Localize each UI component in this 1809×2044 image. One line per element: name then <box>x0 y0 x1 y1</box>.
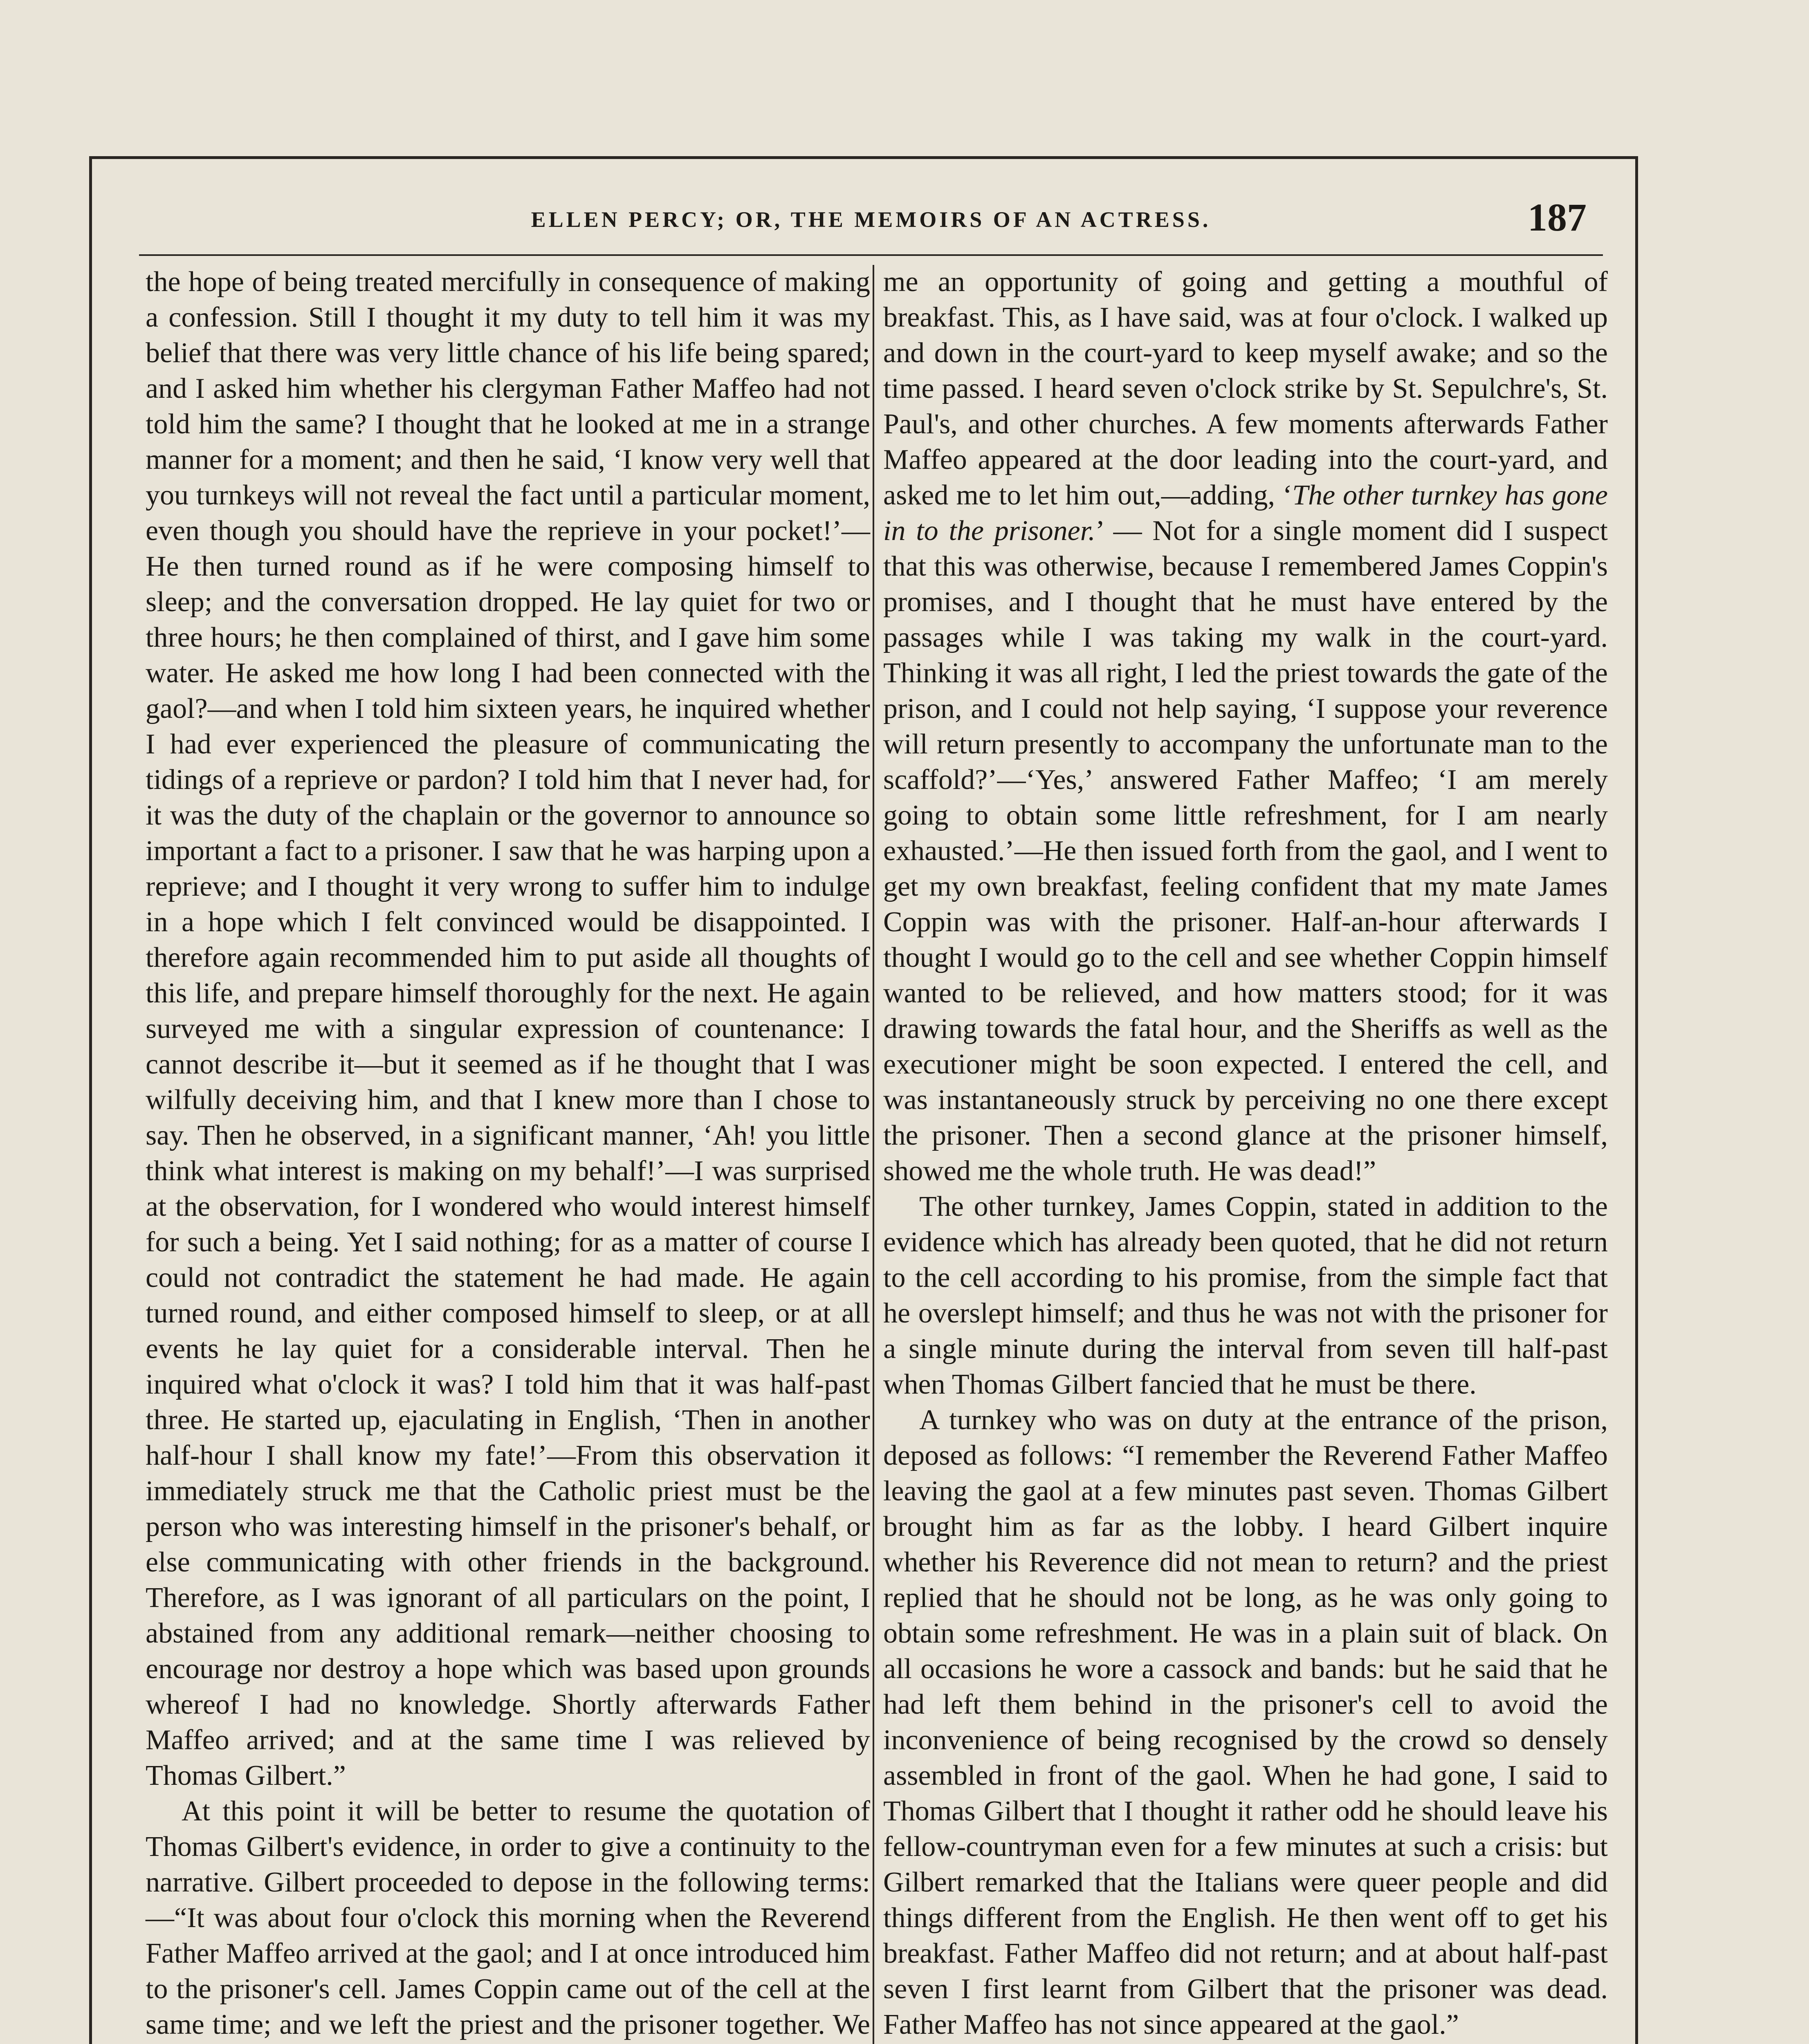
right-paragraph-1-italic: The other turnkey has gone in to the prisoner. <box>883 480 1608 547</box>
right-paragraph-1-text-a: me an opportunity of going and getting a mouthful of breakfast. This, as I have said, was at four o'clock. I walked up and down in the court-yard to keep myself awake; and so the time passed. I heard seven o'clock strike by St. Sepulchre's, St. Paul's, and other churches. A few moments afterwards Father Maffeo appeared at the door leading into the court-yard, and asked me to let him out,—adding, ‘ <box>883 266 1608 511</box>
right-paragraph-1 <box>883 264 1608 1189</box>
page-number: 187 <box>1528 195 1587 239</box>
column-divider <box>873 265 874 2044</box>
left-paragraph-2: At this point it will be better to resume the quotation of Thomas Gilbert's evidence, in order to give a continuity to the narrative. Gilbert proceeded to depose in the following terms:—“It was about four o'clock this morning when the Reverend Father Maffeo arrived at the gaol; and I at once introduced him to the prisoner's cell. James Coppin came out of the cell at the same time; and we left the priest and the prisoner together. We <box>146 1795 870 2040</box>
right-paragraph-3: A turnkey who was on duty at the entrance of the prison, deposed as follows: “I remember the Reverend Father Maffeo leaving the gaol at a few minutes past seven. Thomas Gilbert brought him as far as the lobby. I heard Gilbert inquire whether his Reverence did not mean to return? and the priest replied that he should not be long, as he was only going to obtain some refreshment. He was in a plain suit of black. On all occasions he wore a cassock and bands: but he said that he had left them behind in the prisoner's cell to avoid the inconvenience of being recognised by the crowd so densely assembled in front of the gaol. When he had gone, I said to Thomas Gilbert that I thought it rather odd he should leave his fellow-countryman even for a few minutes at such a crisis: but Gilbert remarked that the Italians were queer people and did things different from the English. He then went off to get his breakfast. Father Maffeo did not return; and at about half-past seven I first learnt from Gilbert that the prisoner was dead. Father Maffeo has not since appeared at the gaol.” <box>883 1404 1608 2040</box>
left-paragraph-1: the hope of being treated mercifully in consequence of making a confession. Still I thought it my duty to tell him it was my belief that there was very little chance of his life being spared; and I asked him whether his clergyman Father Maffeo had not told him the same? I thought that he looked at me in a strange manner for a moment; and then he said, ‘I know very well that you turnkeys will not reveal the fact until a particular moment, even though you should have the reprieve in your pocket!’—He then turned round as if he were composing himself to sleep; and the conversation dropped. He lay quiet for two or three hours; he then complained of thirst, and I gave him some water. He asked me how long I had been connected with the gaol?—and when I told him sixteen years, he inquired whether I had ever experienced the pleasure of communicating the tidings of a reprieve or pardon? I told him that I never had, for it was the duty of the chaplain or the governor to announce so important a fact to a prisoner. I saw that he was harping upon a reprieve; and I thought it very wrong to suffer him to indulge in a hope which I felt convinced would be disappointed. I therefore again recommended him to put aside all thoughts of this life, and prepare himself thoroughly for the next. He again surveyed me with a singular expression of countenance: I cannot describe it—but it seemed as if he thought that I was wilfully deceiving him, and that I knew more than I chose to say. Then he observed, in a significant manner, ‘Ah! you little think what interest is making on my behalf!’—I was surprised at the observation, for I wondered who would interest himself for such a being. Yet I said nothing; for as a matter of course I could not contradict the statement he had made. He again turned round, and either composed himself to sleep, or at all events he lay quiet for a considerable interval. Then he inquired what o'clock it was? I told him that it was half-past three. He started up, ejaculating in English, ‘Then in another half-hour I shall know my fate!’—From this observation it immediately struck me that the Catholic priest must be the person who was interesting himself in the prisoner's behalf, or else communicating with other friends in the background. Therefore, as I was ignorant of all particulars on the point, I abstained from any additional remark—neither choosing to encourage nor destroy a hope which was based upon grounds whereof I had no knowledge. Shortly afterwards Father Maffeo arrived; and at the same time I was relieved by Thomas Gilbert.” <box>146 266 870 1791</box>
running-title: ELLEN PERCY; OR, THE MEMOIRS OF AN ACTRESS. <box>531 207 1211 232</box>
page-header <box>139 192 1603 249</box>
right-paragraph-1-text-b: ’ — Not for a single moment did I suspect that this was otherwise, because I remembered James Coppin's promises, and I thought that he must have entered by the passages while I was taking my walk in the court-yard. Thinking it was all right, I led the priest towards the gate of the prison, and I could not help saying, ‘I suppose your reverence will return presently to accompany the unfortunate man to the scaffold?’—‘Yes,’ answered Father Maffeo; ‘I am merely going to obtain some little refreshment, for I am nearly exhausted.’—He then issued forth from the gaol, and I went to get my own breakfast, feeling confident that my mate James Coppin was with the prisoner. Half-an-hour afterwards I thought I would go to the cell and see whether Coppin himself wanted to be relieved, and how matters stood; for it was drawing towards the fatal hour, and the Sheriffs as well as the executioner might be soon expected. I entered the cell, and was instantaneously struck by perceiving no one there except the prisoner. Then a second glance at the prisoner himself, showed me the whole truth. He was dead!” <box>883 515 1608 1187</box>
right-paragraph-4 <box>883 2042 1608 2044</box>
header-rule <box>139 254 1603 256</box>
right-column <box>883 264 1608 2044</box>
right-paragraph-2: The other turnkey, James Coppin, stated in addition to the evidence which has already been quoted, that he did not return to the cell according to his promise, from the simple fact that he overslept himself; and thus he was not with the prisoner for a single minute during the interval from seven till half-past when Thomas Gilbert fancied that he must be there. <box>883 1191 1608 1400</box>
left-column <box>146 264 870 2044</box>
